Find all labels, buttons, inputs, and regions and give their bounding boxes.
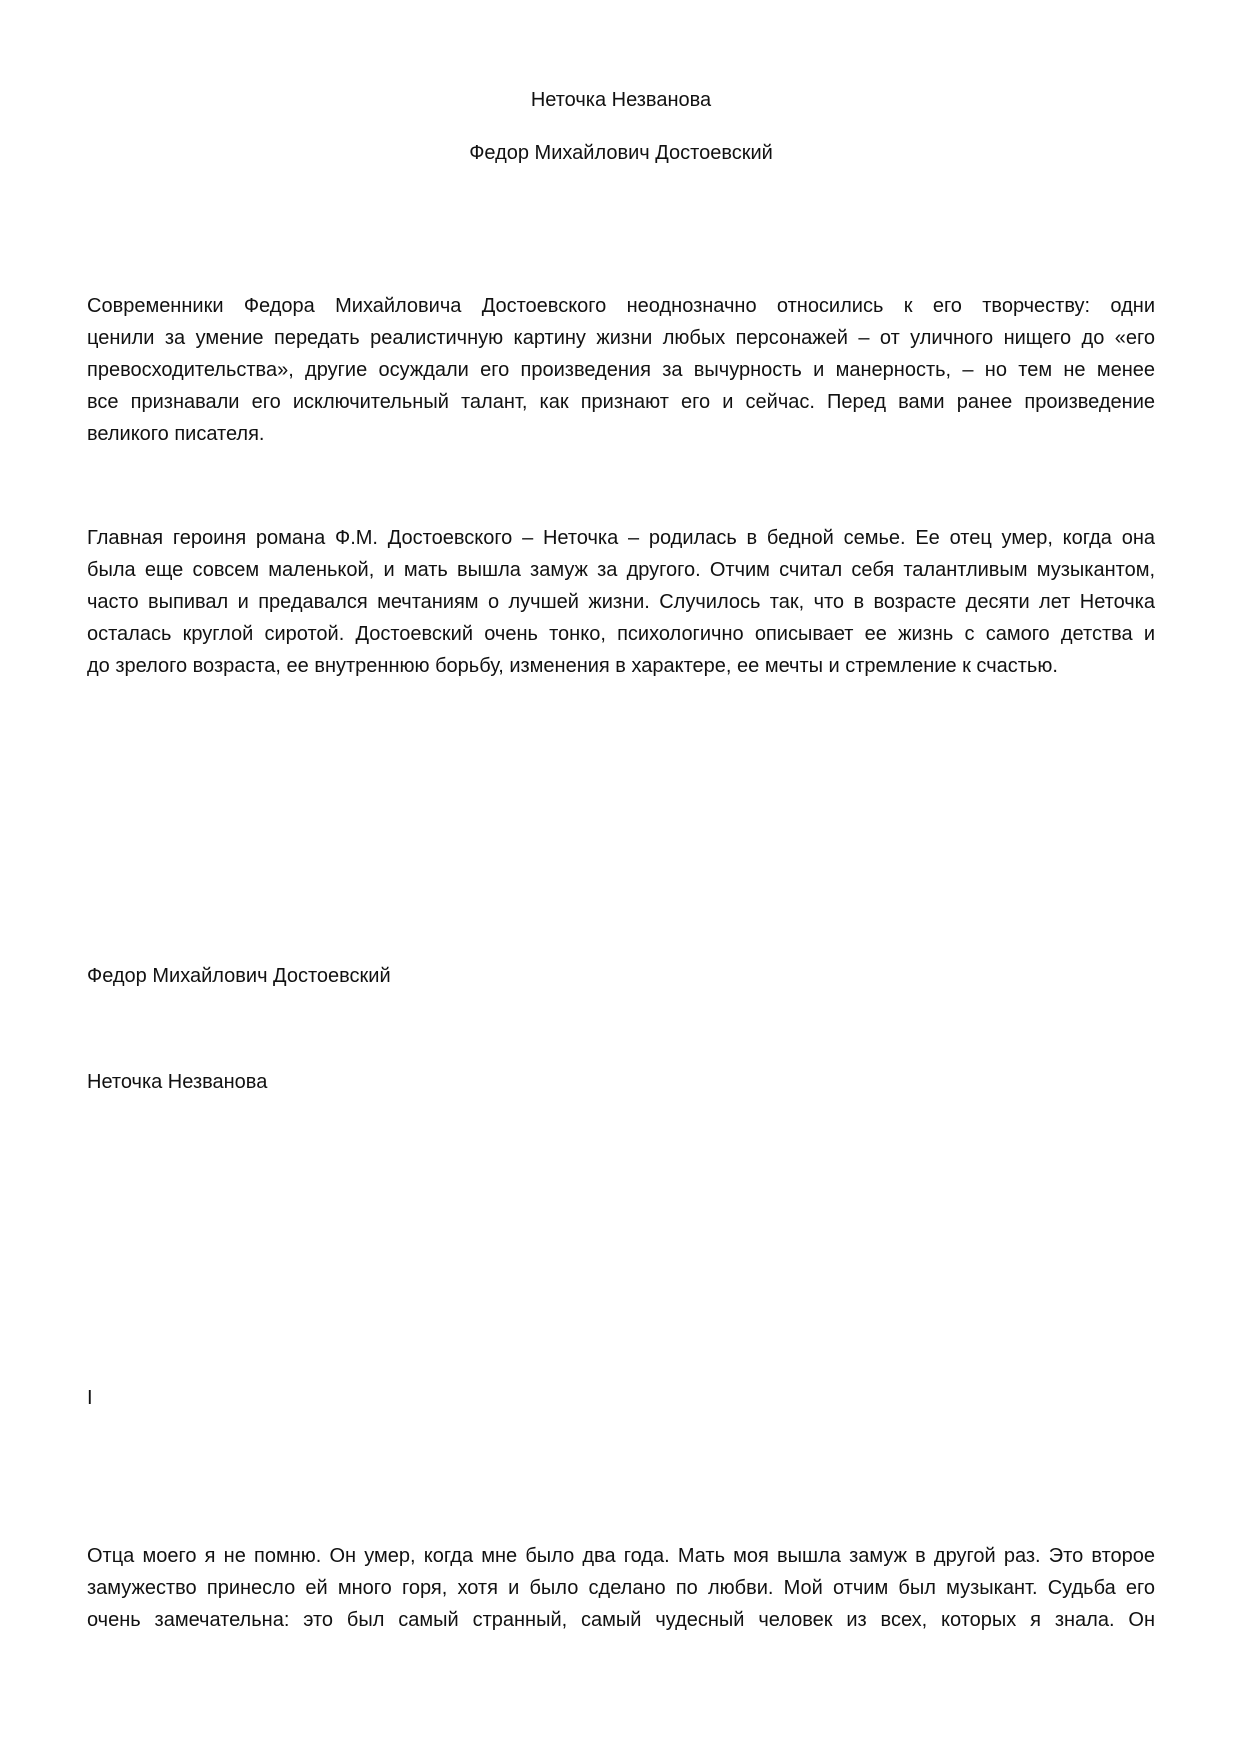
text-line: ценили за умение передать реалистичную картину жизни любых персонажей – от уличного нищего до «его [87,327,1155,349]
text-line: превосходительства», другие осуждали его произведения за вычурность и манерность, – но тем не менее [87,359,1155,381]
text-line: Современники Федора Михайловича Достоевского неоднозначно относились к его творчеству: одни [87,295,1155,317]
text-line: до зрелого возраста, ее внутреннюю борьбу, изменения в характере, ее мечты и стремление к счастью. [87,655,1058,677]
text-line: великого писателя. [87,423,265,445]
header-title: Неточка Незванова [530,89,712,111]
text-line: часто выпивал и предавался мечтаниям о лучшей жизни. Случилось так, что в возрасте десяти лет Неточка [87,591,1155,613]
chapter-number: I [87,1387,93,1409]
text-line: все признавали его исключительный талант, как признают его и сейчас. Перед вами ранее произведение [87,391,1155,413]
text-line: была еще совсем маленькой, и мать вышла замуж за другого. Отчим считал себя талантливым музыкантом, [87,559,1155,581]
body-author: Федор Михайлович Достоевский [87,965,391,987]
body-title: Неточка Незванова [87,1071,268,1093]
text-line: очень замечательна: это был самый странный, самый чудесный человек из всех, которых я знала. Он [87,1609,1155,1631]
text-line: осталась круглой сиротой. Достоевский очень тонко, психологично описывает ее жизнь с самого детства и [87,623,1155,645]
text-line: Отца моего я не помню. Он умер, когда мне было два года. Мать моя вышла замуж в другой раз. Это второе [87,1545,1155,1567]
text-line: замужество принесло ей много горя, хотя и было сделано по любви. Мой отчим был музыкант. Судьба его [87,1577,1155,1599]
annotation-paragraph-2 [87,522,1155,682]
header-author: Федор Михайлович Достоевский [469,142,773,164]
chapter-paragraph-1 [87,1540,1155,1636]
annotation-paragraph-1 [87,290,1155,450]
text-line: Главная героиня романа Ф.М. Достоевского – Неточка – родилась в бедной семье. Ее отец умер, когда она [87,527,1155,549]
